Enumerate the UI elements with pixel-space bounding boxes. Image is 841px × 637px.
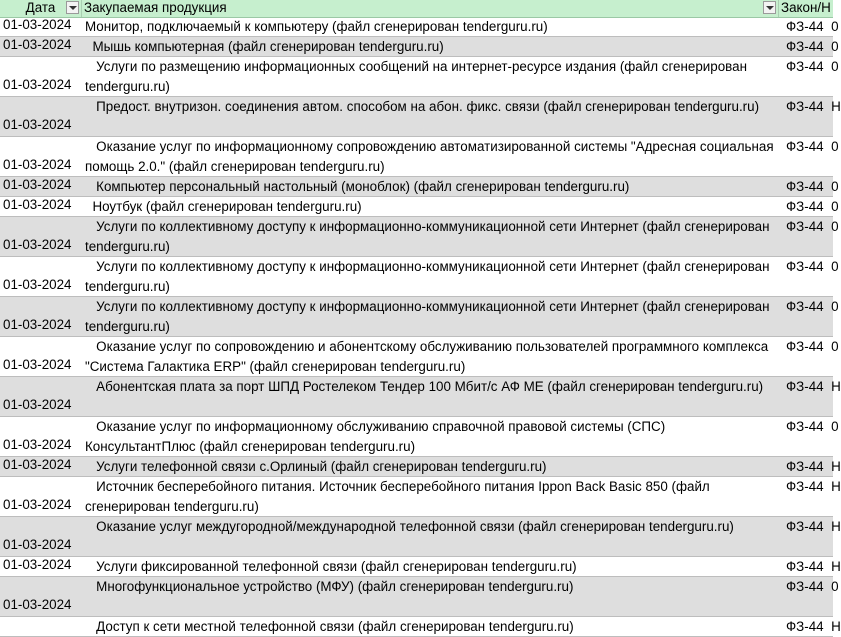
law-cell[interactable] — [779, 257, 839, 296]
product-cell[interactable] — [82, 477, 779, 516]
product-value: Услуги по коллективному доступу к информационно-коммуникационной сети Интернет (файл сгенерирован tenderguru.ru) — [85, 259, 774, 294]
date-cell[interactable] — [0, 557, 82, 576]
law-cell[interactable] — [779, 177, 839, 196]
date-value: 01-03-2024 — [3, 537, 72, 552]
date-value: 01-03-2024 — [3, 497, 72, 512]
date-value: 01-03-2024 — [3, 397, 72, 412]
date-cell[interactable] — [0, 577, 82, 616]
date-value: 01-03-2024 — [3, 437, 72, 452]
product-cell[interactable] — [82, 417, 779, 456]
date-value: 01-03-2024 — [3, 357, 72, 372]
table-row[interactable] — [0, 577, 839, 617]
law-value: ФЗ-44 Н — [786, 379, 841, 394]
date-cell[interactable] — [0, 457, 82, 476]
law-cell[interactable] — [779, 37, 839, 56]
date-cell[interactable] — [0, 517, 82, 556]
law-value: ФЗ-44 0 — [786, 19, 839, 34]
header-row — [0, 0, 833, 18]
law-cell[interactable] — [779, 617, 841, 636]
law-value: ФЗ-44 0 — [786, 219, 839, 234]
table-row[interactable] — [0, 417, 839, 457]
product-cell[interactable] — [82, 457, 779, 476]
law-cell[interactable] — [779, 197, 839, 216]
law-cell[interactable] — [779, 577, 839, 616]
law-value: ФЗ-44 0 — [786, 419, 839, 434]
law-value: ФЗ-44 0 — [786, 179, 839, 194]
product-value: Предост. внутризон. соединения автом. способом на абон. фикс. связи (файл сгенерирован tenderguru.ru) — [85, 99, 760, 114]
law-cell[interactable] — [779, 97, 841, 136]
filter-dropdown-icon[interactable] — [66, 1, 79, 14]
table-body — [0, 17, 841, 637]
header-law-label: Закон/Н — [781, 0, 831, 15]
product-value: Оказание услуг по информационному сопровождению автоматизированной системы "Адресная социальная помощь 2.0." (файл сгенерирован tenderguru.ru) — [85, 139, 778, 174]
date-cell[interactable] — [0, 217, 82, 256]
product-cell[interactable] — [82, 377, 779, 416]
law-value: ФЗ-44 0 — [786, 339, 839, 354]
table-row[interactable] — [0, 177, 839, 197]
table-row[interactable] — [0, 617, 841, 637]
law-value: ФЗ-44 0 — [786, 139, 839, 154]
product-cell[interactable] — [82, 137, 779, 176]
product-value: Услуги фиксированной телефонной связи (файл сгенерирован tenderguru.ru) — [85, 559, 577, 574]
law-value: ФЗ-44 0 — [786, 579, 839, 594]
table-row[interactable] — [0, 297, 839, 337]
product-value: Услуги по размещению информационных сообщений на интернет-ресурсе издания (файл сгенерирован tenderguru.ru) — [85, 59, 751, 94]
law-cell[interactable] — [779, 477, 841, 516]
table-row[interactable] — [0, 257, 839, 297]
product-value: Абонентская плата за порт ШПД Ростелеком Тендер 100 Мбит/с АФ МЕ (файл сгенерирован tenderguru.ru) — [85, 379, 764, 394]
table-row[interactable] — [0, 17, 839, 37]
date-value: 01-03-2024 — [3, 157, 72, 172]
product-value: Оказание услуг по сопровождению и абонентскому обслуживанию пользователей программного комплекса "Система Галактика ERP" (файл сгенерирован tenderguru.ru) — [85, 339, 772, 374]
law-cell[interactable] — [779, 337, 839, 376]
product-value: Услуги по коллективному доступу к информационно-коммуникационной сети Интернет (файл сгенерирован tenderguru.ru) — [85, 299, 774, 334]
table-row[interactable] — [0, 477, 841, 517]
law-value: ФЗ-44 0 — [786, 39, 839, 54]
product-value: Услуги телефонной связи с.Орлиный (файл сгенерирован tenderguru.ru) — [85, 459, 547, 474]
product-cell[interactable] — [82, 577, 779, 616]
product-cell[interactable] — [82, 17, 779, 36]
law-value: ФЗ-44 Н — [786, 619, 841, 634]
table-row[interactable] — [0, 137, 839, 177]
table-row[interactable] — [0, 57, 839, 97]
table-row[interactable] — [0, 337, 839, 377]
date-value: 01-03-2024 — [3, 197, 72, 212]
product-value: Источник бесперебойного питания. Источник бесперебойного питания Ippon Back Basic 850 (файл сгенерирован tenderguru.ru) — [85, 479, 714, 514]
date-value: 01-03-2024 — [3, 17, 72, 32]
date-value: 01-03-2024 — [3, 37, 72, 52]
header-law[interactable] — [779, 0, 833, 17]
date-cell[interactable] — [0, 37, 82, 56]
product-value: Монитор, подключаемый к компьютеру (файл сгенерирован tenderguru.ru) — [85, 19, 548, 34]
date-cell[interactable] — [0, 17, 82, 36]
product-cell[interactable] — [82, 517, 779, 556]
date-cell[interactable] — [0, 97, 82, 136]
date-cell[interactable] — [0, 417, 82, 456]
date-value: 01-03-2024 — [3, 457, 72, 472]
product-cell[interactable] — [82, 57, 779, 96]
header-product-label: Закупаемая продукция — [84, 0, 227, 15]
law-value: ФЗ-44 0 — [786, 299, 839, 314]
law-cell[interactable] — [779, 557, 841, 576]
table-row[interactable] — [0, 37, 839, 57]
table-row[interactable] — [0, 517, 841, 557]
date-value: 01-03-2024 — [3, 597, 72, 612]
law-cell[interactable] — [779, 417, 839, 456]
date-value: 01-03-2024 — [3, 117, 72, 132]
law-value: ФЗ-44 Н — [786, 519, 841, 534]
table-row[interactable] — [0, 377, 841, 417]
table-row[interactable] — [0, 457, 841, 477]
product-value: Доступ к сети местной телефонной связи (файл сгенерирован tenderguru.ru) — [85, 619, 574, 634]
law-value: ФЗ-44 Н — [786, 479, 841, 494]
law-value: ФЗ-44 Н — [786, 459, 841, 474]
date-cell[interactable] — [0, 177, 82, 196]
date-cell[interactable] — [0, 297, 82, 336]
law-value: ФЗ-44 Н — [786, 559, 841, 574]
header-date[interactable] — [0, 0, 82, 17]
table-row[interactable] — [0, 217, 839, 257]
header-date-label: Дата — [25, 0, 56, 15]
law-cell[interactable] — [779, 517, 841, 556]
product-value: Оказание услуг по информационному обслуживанию справочной правовой системы (СПС) КонсультантПлюс (файл сгенерирован tenderguru.ru) — [85, 419, 669, 454]
product-value: Многофункциональное устройство (МФУ) (файл сгенерирован tenderguru.ru) — [85, 579, 574, 594]
product-cell[interactable] — [82, 197, 779, 216]
date-value: 01-03-2024 — [3, 557, 72, 572]
product-cell[interactable] — [82, 337, 779, 376]
product-cell[interactable] — [82, 257, 779, 296]
law-value: ФЗ-44 Н — [786, 99, 841, 114]
product-value: Мышь компьютерная (файл сгенерирован tenderguru.ru) — [85, 39, 444, 54]
date-cell[interactable] — [0, 377, 82, 416]
date-value: 01-03-2024 — [3, 317, 72, 332]
law-value: ФЗ-44 0 — [786, 199, 839, 214]
law-cell[interactable] — [779, 457, 841, 476]
law-cell[interactable] — [779, 57, 839, 96]
date-cell[interactable] — [0, 57, 82, 96]
date-value: 01-03-2024 — [3, 237, 72, 252]
table-row[interactable] — [0, 557, 841, 577]
product-cell[interactable] — [82, 177, 779, 196]
product-cell[interactable] — [82, 297, 779, 336]
date-value: 01-03-2024 — [3, 277, 72, 292]
law-cell[interactable] — [779, 137, 839, 176]
table-row[interactable] — [0, 97, 841, 137]
date-cell[interactable] — [0, 257, 82, 296]
header-product[interactable] — [82, 0, 779, 17]
date-value: 01-03-2024 — [3, 177, 72, 192]
law-cell[interactable] — [779, 17, 839, 36]
date-cell[interactable] — [0, 137, 82, 176]
date-value: 01-03-2024 — [3, 77, 72, 92]
law-cell[interactable] — [779, 217, 839, 256]
product-cell[interactable] — [82, 97, 779, 136]
product-cell[interactable] — [82, 37, 779, 56]
date-cell[interactable] — [0, 197, 82, 216]
law-cell[interactable] — [779, 297, 839, 336]
date-cell[interactable] — [0, 617, 82, 636]
product-value: Оказание услуг междугородной/международной телефонной связи (файл сгенерирован tenderguru.ru) — [85, 519, 734, 534]
product-value: Компьютер персональный настольный (моноблок) (файл сгенерирован tenderguru.ru) — [85, 179, 630, 194]
law-cell[interactable] — [779, 377, 841, 416]
product-cell[interactable] — [82, 557, 779, 576]
product-cell[interactable] — [82, 617, 779, 636]
law-value: ФЗ-44 0 — [786, 259, 839, 274]
date-cell[interactable] — [0, 477, 82, 516]
filter-dropdown-icon[interactable] — [763, 1, 776, 14]
product-value: Ноутбук (файл сгенерирован tenderguru.ru) — [85, 199, 362, 214]
product-cell[interactable] — [82, 217, 779, 256]
date-cell[interactable] — [0, 337, 82, 376]
product-value: Услуги по коллективному доступу к информационно-коммуникационной сети Интернет (файл сгенерирован tenderguru.ru) — [85, 219, 774, 254]
law-value: ФЗ-44 0 — [786, 59, 839, 74]
table-row[interactable] — [0, 197, 839, 217]
